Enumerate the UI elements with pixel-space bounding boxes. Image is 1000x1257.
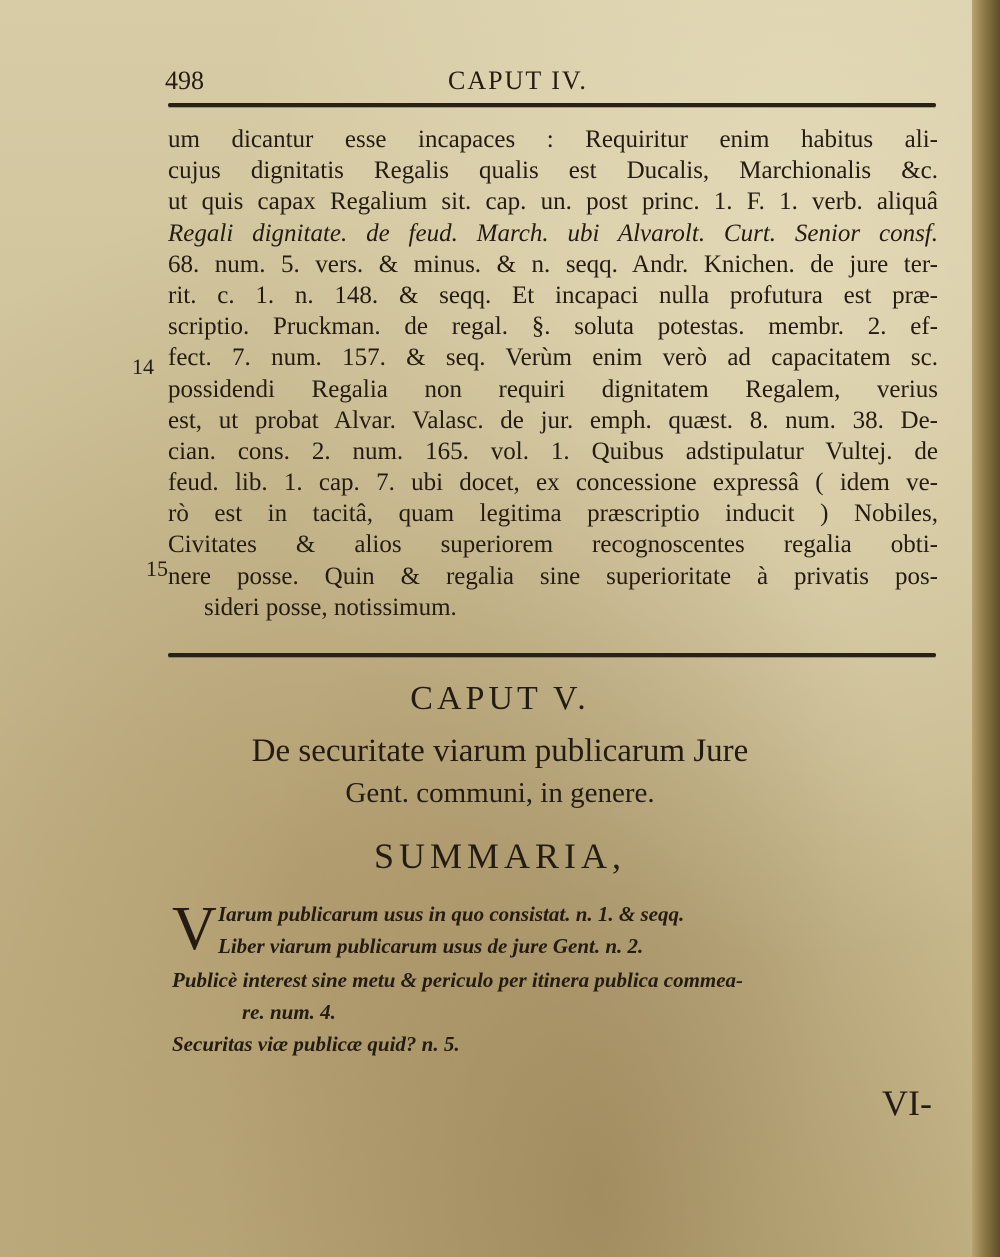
summary-item: Liber viarum publicarum usus de jure Gent. n. 2. [218, 934, 644, 958]
body-line: nere posse. Quin & regalia sine superioritate à privatis pos- [168, 562, 938, 590]
body-line: possidendi Regalia non requiri dignitatem Regalem, verius [168, 375, 938, 403]
page-header [165, 66, 935, 100]
drop-cap: V [172, 895, 217, 963]
body-line: cujus dignitatis Regalis qualis est Ducalis, Marchionalis &c. [168, 157, 938, 185]
margin-note: 15 [146, 556, 168, 581]
chapter-subtitle: Gent. communi, in genere. [345, 777, 655, 809]
book-spine-shadow [972, 0, 1000, 1257]
body-paragraph [168, 124, 938, 623]
body-line: sideri posse, notissimum. [204, 593, 457, 621]
summary-item: Publicè interest sine metu & periculo per itinera publica commea- [172, 968, 744, 992]
running-head: CAPUT IV. [448, 66, 588, 95]
body-line: scriptio. Pruckman. de regal. §. soluta potestas. membr. 2. ef- [168, 313, 938, 341]
summary-item: Iarum publicarum usus in quo consistat. n. 1. & seqq. [218, 902, 685, 926]
body-line: ut quis capax Regalium sit. cap. un. post princ. 1. F. 1. verb. aliquâ [168, 188, 938, 216]
body-line: um dicantur esse incapaces : Requiritur enim habitus ali- [168, 126, 938, 153]
body-line: rò est in tacitâ, quam legitima præscriptio inducit ) Nobiles, [168, 500, 938, 528]
page-number: 498 [165, 66, 204, 95]
body-line: est, ut probat Alvar. Valasc. de jur. emph. quæst. 8. num. 38. De- [168, 406, 938, 434]
header-rule [168, 103, 936, 107]
body-line: Civitates & alios superiorem recognoscentes regalia obti- [168, 531, 938, 559]
body-line: cian. cons. 2. num. 165. vol. 1. Quibus adstipulatur Vultej. de [168, 437, 938, 465]
body-line: rit. c. 1. n. 148. & seqq. Et incapaci nulla profutura est præ- [168, 281, 938, 309]
body-line: feud. lib. 1. cap. 7. ubi docet, ex concessione expressâ ( idem ve- [168, 469, 938, 497]
summary-item: Securitas viæ publicæ quid? n. 5. [172, 1032, 460, 1056]
chapter-title: CAPUT V. [410, 680, 590, 717]
body-line: fect. 7. num. 157. & seq. Verùm enim verò ad capacitatem sc. [168, 344, 938, 372]
body-line: 68. num. 5. vers. & minus. & n. seqq. Andr. Knichen. de jure ter- [168, 250, 938, 278]
summaria-heading: SUMMARIA, [373, 836, 627, 876]
section-rule [168, 653, 936, 657]
summary-item: re. num. 4. [242, 1000, 336, 1024]
body-line: Regali dignitate. de feud. March. ubi Alvarolt. Curt. Senior consf. [168, 219, 938, 247]
chapter-subtitle: De securitate viarum publicarum Jure [251, 733, 749, 769]
catchword: VI- [882, 1083, 932, 1123]
margin-note: 14 [132, 354, 154, 379]
